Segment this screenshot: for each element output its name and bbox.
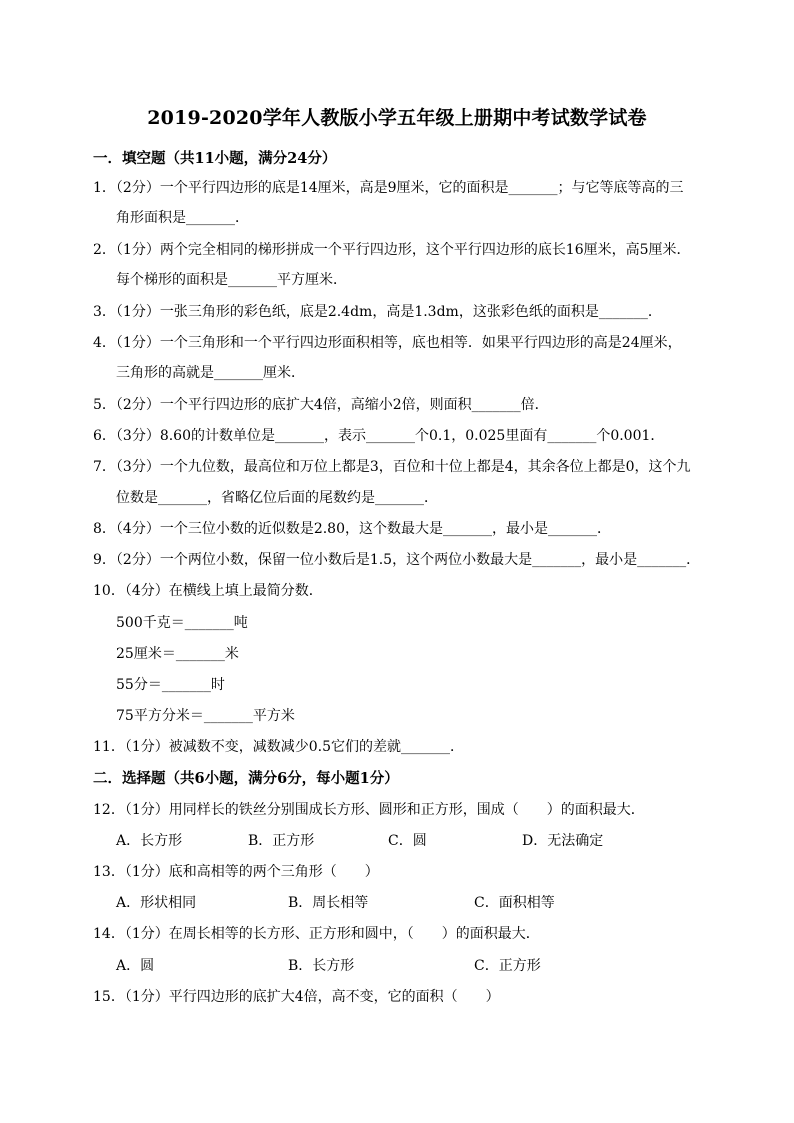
question-2-line-2: 每个梯形的面积是_______平方厘米． xyxy=(116,272,347,288)
question-7-line-1: 7．（3分）一个九位数，最高位和万位上都是3，百位和十位上都是4，其余各位上都是0，这个九 xyxy=(93,459,691,475)
section-choice-heading: 二．选择题（共6小题，满分6分，每小题1分） xyxy=(93,770,399,787)
question-4-line-2: 三角形的高就是_______厘米． xyxy=(116,365,305,381)
question-4-line-1: 4．（1分）一个三角形和一个平行四边形面积相等，底也相等．如果平行四边形的高是24厘米， xyxy=(93,335,682,351)
question-14-line-1: 14．（1分）在周长相等的长方形、正方形和圆中，（ ）的面积最大． xyxy=(93,926,540,942)
question-7-line-2: 位数是_______，省略亿位后面的尾数约是_______． xyxy=(116,490,438,506)
question-13-option-c: C．面积相等 xyxy=(474,895,555,911)
question-12-option-b: B．正方形 xyxy=(248,833,315,849)
question-3-line-1: 3．（1分）一张三角形的彩色纸，底是2.4dm，高是1.3dm，这张彩色纸的面积是_______． xyxy=(93,304,662,320)
question-1-line-1: 1．（2分）一个平行四边形的底是14厘米，高是9厘米，它的面积是_______；与它等底等高的三 xyxy=(93,180,684,196)
question-10-item: 55分＝_______时 xyxy=(116,677,225,693)
section-fill-in-heading: 一．填空题（共11小题，满分24分） xyxy=(93,150,337,167)
question-12-option-d: D．无法确定 xyxy=(522,833,604,849)
question-15-line-1: 15．（1分）平行四边形的底扩大4倍，高不变，它的面积（ ） xyxy=(93,989,500,1005)
question-12-line-1: 12．（1分）用同样长的铁丝分别围成长方形、圆形和正方形，围成（ ）的面积最大． xyxy=(93,802,645,818)
question-13-line-1: 13．（1分）底和高相等的两个三角形（ ） xyxy=(93,864,379,880)
question-13-option-b: B．周长相等 xyxy=(288,895,369,911)
question-13-option-a: A．形状相同 xyxy=(116,895,197,911)
question-8-line-1: 8．（4分）一个三位小数的近似数是2.80，这个数最大是_______，最小是_______． xyxy=(93,521,611,537)
question-2-line-1: 2．（1分）两个完全相同的梯形拼成一个平行四边形，这个平行四边形的底长16厘米，高5厘米． xyxy=(93,242,691,258)
question-14-option-c: C．正方形 xyxy=(474,958,541,974)
question-12-option-c: C．圆 xyxy=(388,833,427,849)
question-11-line-1: 11．（1分）被减数不变，减数减少0.5它们的差就_______． xyxy=(93,739,464,755)
question-14-option-b: B．长方形 xyxy=(288,958,355,974)
question-14-option-a: A．圆 xyxy=(116,958,155,974)
question-10-line-1: 10．（4分）在横线上填上最简分数． xyxy=(93,583,323,599)
question-1-line-2: 角形面积是_______． xyxy=(116,210,249,226)
question-10-item: 25厘米＝_______米 xyxy=(116,646,239,662)
question-10-item: 500千克＝_______吨 xyxy=(116,615,248,631)
question-5-line-1: 5．（2分）一个平行四边形的底扩大4倍，高缩小2倍，则面积_______倍． xyxy=(93,397,549,413)
exam-title: 2019-2020学年人教版小学五年级上册期中考试数学试卷 xyxy=(147,107,647,129)
question-6-line-1: 6．（3分）8.60的计数单位是_______，表示_______个0.1，0.025里面有_______个0.001． xyxy=(93,428,665,444)
question-12-option-a: A．长方形 xyxy=(116,833,183,849)
question-9-line-1: 9．（2分）一个两位小数，保留一位小数后是1.5，这个两位小数最大是_______，最小是_______． xyxy=(93,552,701,568)
question-10-item: 75平方分米＝_______平方米 xyxy=(116,708,295,724)
